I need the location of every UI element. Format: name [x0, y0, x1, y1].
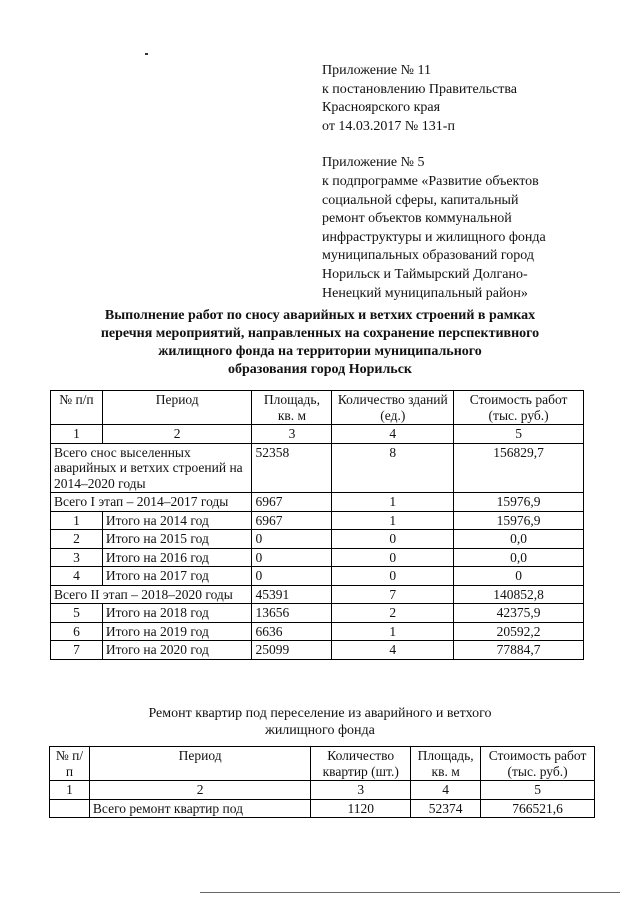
- index-cell: 5: [481, 781, 595, 800]
- row-label: Итого на 2020 год: [102, 641, 252, 660]
- stage1-row: [51, 493, 584, 512]
- header-cell-apartments: Количество квартир (шт.): [311, 747, 411, 781]
- title-line: жилищного фонда на территории муниципального: [158, 344, 482, 359]
- table-row: [51, 511, 584, 530]
- header-cell-cost: Стоимость работ (тыс. руб.): [481, 747, 595, 781]
- row-label: Итого на 2018 год: [102, 604, 252, 623]
- row-cost: 42375,9: [454, 604, 584, 623]
- index-cell: 1: [50, 781, 90, 800]
- index-cell: 3: [252, 425, 332, 444]
- demolition-table: [50, 390, 584, 660]
- row-area: 6967: [252, 511, 332, 530]
- index-row: [50, 781, 595, 800]
- stage2-area: 45391: [252, 585, 332, 604]
- total-row: [51, 443, 584, 493]
- row-number: 2: [51, 530, 103, 549]
- total-row: [50, 799, 595, 818]
- row-cost: 77884,7: [454, 641, 584, 660]
- row-area: 6636: [252, 622, 332, 641]
- appendix-header: [322, 62, 622, 303]
- stage1-label: Всего I этап – 2014–2017 годы: [51, 493, 252, 512]
- index-cell: 1: [51, 425, 103, 444]
- index-cell: 2: [89, 781, 310, 800]
- resolution-date: от 14.03.2017 № 131-п: [322, 118, 455, 134]
- row-area: 0: [252, 530, 332, 549]
- total-cost: 766521,6: [481, 799, 595, 818]
- row-count: 2: [332, 604, 454, 623]
- stage2-count: 7: [332, 585, 454, 604]
- row-label: Итого на 2014 год: [102, 511, 252, 530]
- row-area: 0: [252, 567, 332, 586]
- index-row: [51, 425, 584, 444]
- total-label: Всего ремонт квартир под: [89, 799, 310, 818]
- subprogram-line: ремонт объектов коммунальной: [322, 211, 512, 227]
- table-header-row: [51, 391, 584, 425]
- table-row: [51, 567, 584, 586]
- total-number: [50, 799, 90, 818]
- row-area: 0: [252, 548, 332, 567]
- row-count: 1: [332, 511, 454, 530]
- document-title: [60, 307, 580, 379]
- scan-speck: [145, 53, 148, 55]
- stage2-row: [51, 585, 584, 604]
- resolution-line: к постановлению Правительства: [322, 81, 518, 97]
- row-number: 4: [51, 567, 103, 586]
- total-cost: 156829,7: [454, 443, 584, 493]
- subprogram-line: Ненецкий муниципальный район»: [322, 285, 528, 301]
- index-cell: 4: [411, 781, 481, 800]
- row-cost: 0,0: [454, 548, 584, 567]
- header-cell-buildings: Количество зданий (ед.): [332, 391, 454, 425]
- row-label: Итого на 2017 год: [102, 567, 252, 586]
- table-row: [51, 530, 584, 549]
- subprogram-line: муниципальных образований город: [322, 248, 534, 264]
- total-count: 1120: [311, 799, 411, 818]
- total-label: Всего снос выселенных аварийных и ветхих строений на 2014–2020 годы: [51, 443, 252, 493]
- row-cost: 0,0: [454, 530, 584, 549]
- row-label: Итого на 2016 год: [102, 548, 252, 567]
- title-line: перечня мероприятий, направленных на сохранение перспективного: [100, 326, 540, 341]
- stage2-label: Всего II этап – 2018–2020 годы: [51, 585, 252, 604]
- index-cell: 4: [332, 425, 454, 444]
- region-line: Красноярского края: [322, 100, 441, 116]
- stage2-cost: 140852,8: [454, 585, 584, 604]
- title-line: образования город Норильск: [227, 362, 412, 377]
- subprogram-line: инфраструктуры и жилищного фонда: [322, 229, 546, 245]
- subprogram-line: социальной сферы, капитальный: [322, 192, 519, 208]
- row-area: 13656: [252, 604, 332, 623]
- subtitle-line: Ремонт квартир под переселение из аварийного и ветхого: [148, 706, 492, 721]
- header-cell-area: Площадь, кв. м: [252, 391, 332, 425]
- apartment-repair-subtitle: [100, 705, 540, 739]
- table-row: [51, 641, 584, 660]
- row-count: 0: [332, 567, 454, 586]
- title-line: Выполнение работ по сносу аварийных и ветхих строений в рамках: [104, 308, 536, 323]
- stage1-cost: 15976,9: [454, 493, 584, 512]
- row-cost: 0: [454, 567, 584, 586]
- apartment-repair-table: [49, 746, 595, 818]
- row-label: Итого на 2019 год: [102, 622, 252, 641]
- header-cell-cost: Стоимость работ (тыс. руб.): [454, 391, 584, 425]
- row-number: 6: [51, 622, 103, 641]
- row-count: 1: [332, 622, 454, 641]
- stage1-area: 6967: [252, 493, 332, 512]
- row-number: 3: [51, 548, 103, 567]
- row-number: 5: [51, 604, 103, 623]
- appendix-11-label: Приложение № 11: [322, 63, 431, 78]
- header-cell-number: № п/п: [50, 747, 90, 781]
- table-row: [51, 622, 584, 641]
- row-area: 25099: [252, 641, 332, 660]
- row-count: 0: [332, 548, 454, 567]
- total-count: 8: [332, 443, 454, 493]
- index-cell: 5: [454, 425, 584, 444]
- row-number: 7: [51, 641, 103, 660]
- appendix-5-label: Приложение № 5: [322, 155, 425, 171]
- header-cell-period: Период: [102, 391, 252, 425]
- subprogram-line: Норильск и Таймырский Долгано-: [322, 266, 528, 282]
- table-row: [51, 604, 584, 623]
- row-cost: 15976,9: [454, 511, 584, 530]
- row-count: 0: [332, 530, 454, 549]
- page-bottom-edge: [200, 892, 620, 893]
- stage1-count: 1: [332, 493, 454, 512]
- index-cell: 3: [311, 781, 411, 800]
- header-cell-area: Площадь, кв. м: [411, 747, 481, 781]
- total-area: 52358: [252, 443, 332, 493]
- subprogram-line: к подпрограмме «Развитие объектов: [322, 173, 539, 189]
- table-header-row: [50, 747, 595, 781]
- row-number: 1: [51, 511, 103, 530]
- row-count: 4: [332, 641, 454, 660]
- table-row: [51, 548, 584, 567]
- subtitle-line: жилищного фонда: [265, 723, 375, 738]
- row-label: Итого на 2015 год: [102, 530, 252, 549]
- row-cost: 20592,2: [454, 622, 584, 641]
- header-cell-period: Период: [89, 747, 310, 781]
- header-cell-number: № п/п: [51, 391, 103, 425]
- index-cell: 2: [102, 425, 252, 444]
- total-area: 52374: [411, 799, 481, 818]
